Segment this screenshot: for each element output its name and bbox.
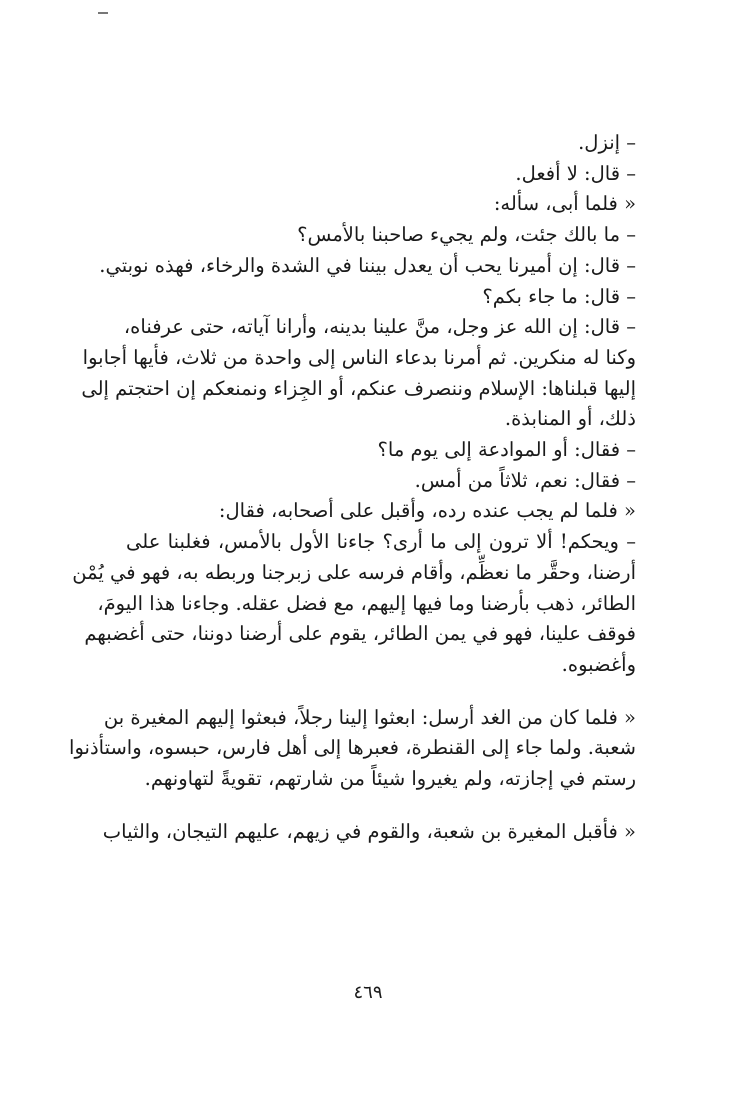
text-line: « فلما أبى، سأله:: [493, 192, 636, 216]
text-line: – فقال: أو الموادعة إلى يوم ما؟: [377, 438, 636, 462]
text-line: – ويحكم! ألا ترون إلى ما أرى؟ جاءنا الأول بالأمس، فغلبنا على: [126, 530, 636, 554]
text-line: – فقال: نعم، ثلاثاً من أمس.: [414, 468, 636, 492]
text-line: – ما بالك جئت، ولم يجيء صاحبنا بالأمس؟: [297, 223, 636, 247]
scan-mark: [98, 12, 108, 14]
page-number: ٤٦٩: [353, 982, 383, 1003]
text-line: رستم في إجازته، ولم يغيروا شيئاً من شارتهم، تقويةً لتهاونهم.: [144, 767, 636, 791]
text-line: الطائر، ذهب بأرضنا وما فيها إليهم، مع فضل عقله. وجاءنا هذا اليومَ،: [97, 591, 636, 615]
text-line: ذلك، أو المنابذة.: [504, 407, 636, 431]
text-line: – قال: إن أميرنا يحب أن يعدل بيننا في الشدة والرخاء، فهذه نوبتي.: [99, 253, 636, 277]
text-line: « فلما لم يجب عنده رده، وأقبل على أصحابه، فقال:: [218, 499, 636, 523]
text-line: وكنا له منكرين. ثم أمرنا بدعاء الناس إلى واحدة من ثلاث، فأيها أجابوا: [82, 345, 636, 369]
text-line: شعبة. ولما جاء إلى القنطرة، فعبرها إلى أهل فارس، حبسوه، واستأذنوا: [69, 736, 636, 760]
text-line: « فأقبل المغيرة بن شعبة، والقوم في زيهم، عليهم التيجان، والثياب: [102, 819, 636, 843]
paragraph-gap: [126, 681, 636, 703]
text-line: فوقف علينا، فهو في يمن الطائر، يقوم على أرضنا دوننا، حتى أغضبهم: [84, 622, 636, 646]
text-line: إليها قبلناها: الإسلام وننصرف عنكم، أو الجِزاء ونمنعكم إن احتجتم إلى: [81, 376, 636, 400]
text-line: – قال: إن الله عز وجل، منَّ علينا بدينه، وأرانا آياته، حتى عرفناه،: [123, 315, 636, 339]
text-line: – قال: لا أفعل.: [515, 161, 636, 185]
text-line: « فلما كان من الغد أرسل: ابعثوا إلينا رجلاً، فبعثوا إليهم المغيرة بن: [103, 705, 636, 729]
paragraph-gap: [126, 795, 636, 817]
text-line: أرضنا، وحقَّر ما نعظِّم، وأقام فرسه على زبرجنا وربطه به، فهو في يُمْن: [72, 560, 636, 584]
text-line: وأغضبوه.: [561, 652, 636, 676]
body-text: [69, 128, 636, 847]
text-line: – قال: ما جاء بكم؟: [482, 284, 636, 308]
text-line: – إنزل.: [578, 131, 636, 154]
